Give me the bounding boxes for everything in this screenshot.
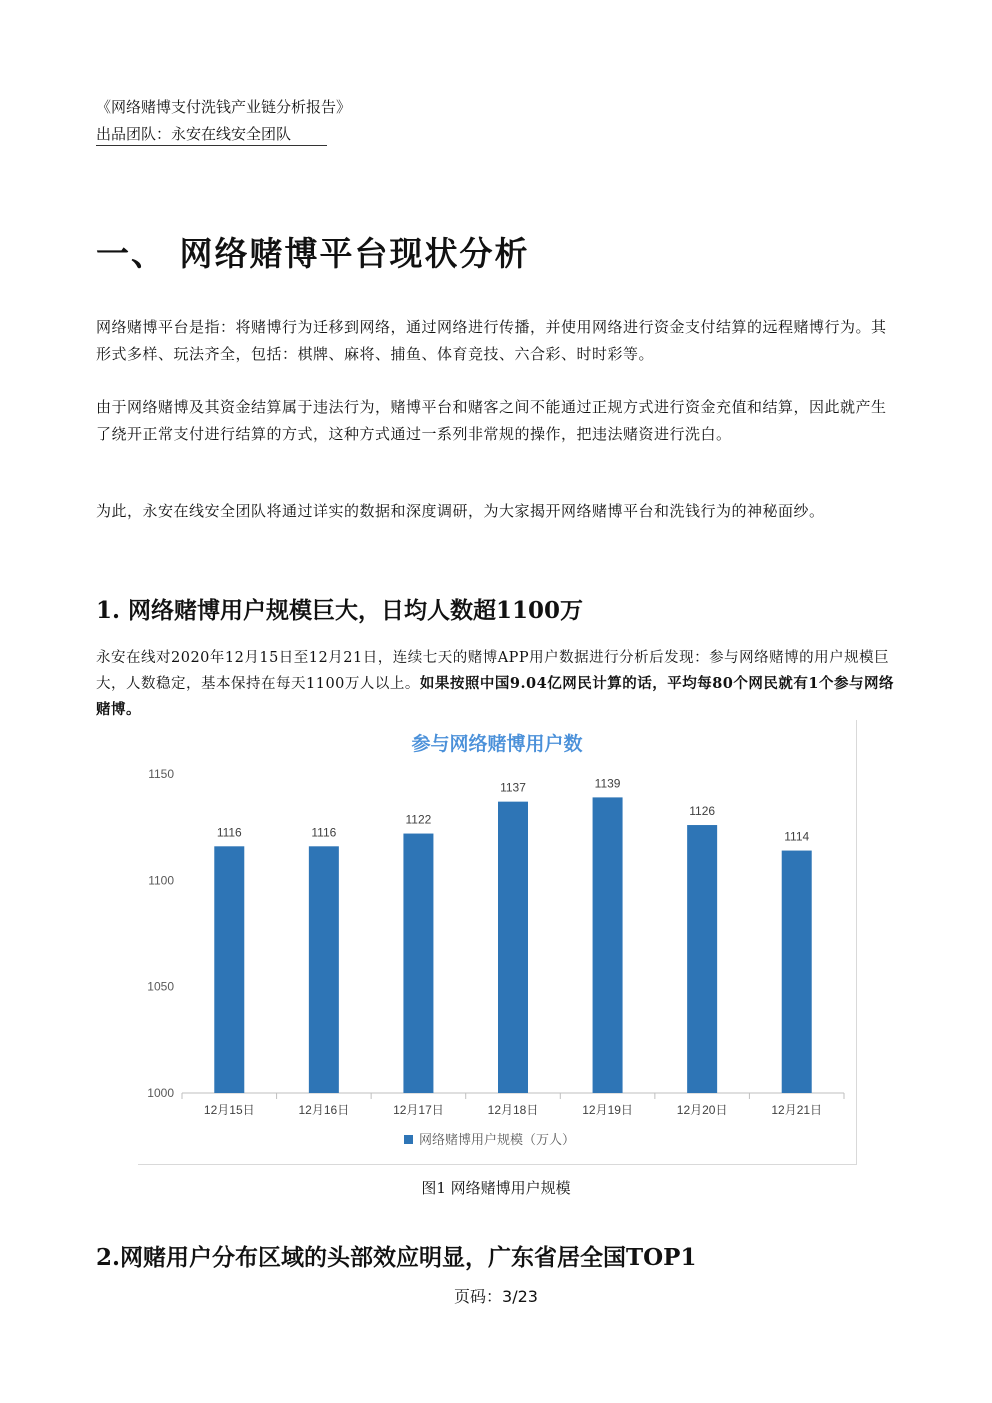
- data-label: 1126: [689, 804, 716, 819]
- subsection-title-2: 2.网赌用户分布区域的头部效应明显，广东省居全国TOP1: [96, 1244, 697, 1271]
- y-tick-label: 1150: [148, 767, 174, 781]
- legend-swatch: [404, 1135, 413, 1144]
- data-label: 1122: [405, 812, 432, 827]
- data-label: 1137: [500, 780, 526, 795]
- x-axis: [182, 1093, 844, 1117]
- bar: [782, 851, 812, 1093]
- x-tick-label: 12月21日: [771, 1103, 823, 1117]
- bars: [214, 776, 811, 1093]
- bar-chart: [138, 720, 857, 1165]
- section-title: 一、 网络赌博平台现状分析: [96, 234, 530, 273]
- subsection-title-1: 1. 网络赌博用户规模巨大，日均人数超1100万: [96, 597, 584, 624]
- y-tick-label: 1100: [148, 873, 174, 888]
- x-tick-label: 12月20日: [676, 1103, 728, 1117]
- data-label: 1116: [216, 825, 242, 840]
- paragraph-definition: 网络赌博平台是指：将赌博行为迁移到网络，通过网络进行传播，并使用网络进行资金支付结算的远程赌博行为。其形式多样、玩法齐全，包括：棋牌、麻将、捕鱼、体育竞技、六合彩、时时彩等。: [96, 318, 887, 363]
- bar: [309, 846, 339, 1093]
- x-tick-label: 12月17日: [393, 1103, 444, 1117]
- user-scale-highlight: 如果按照中国9.04亿网民计算的话，平均每80个网民就有1个参与网络赌博。: [96, 675, 894, 718]
- report-title: 《网络赌博支付洗钱产业链分析报告》: [96, 98, 352, 116]
- header-underline: [96, 145, 327, 146]
- team-credit: 出品团队：永安在线安全团队: [96, 125, 292, 143]
- y-tick-label: 1000: [147, 1086, 174, 1100]
- y-axis: [147, 767, 174, 1100]
- data-label: 1114: [784, 829, 810, 844]
- bar: [687, 825, 717, 1093]
- page-number: 页码：3/23: [454, 1287, 538, 1306]
- paragraph-user-scale: [96, 645, 896, 723]
- x-tick-label: 12月19日: [582, 1103, 633, 1117]
- x-tick-label: 12月16日: [298, 1103, 350, 1117]
- data-label: 1116: [311, 825, 337, 840]
- bar: [593, 797, 623, 1093]
- legend-label: 网络赌博用户规模（万人）: [419, 1132, 576, 1147]
- y-tick-label: 1050: [147, 979, 174, 994]
- paragraph-purpose: 为此，永安在线安全团队将通过详实的数据和深度调研，为大家揭开网络赌博平台和洗钱行为的神秘面纱。: [96, 502, 825, 520]
- user-scale-text: 永安在线对2020年12月15日至12月21日，连续七天的赌博APP用户数据进行分析后发现：参与网络赌博的用户规模巨大，人数稳定，基本保持在每天1100万人以上。: [96, 650, 890, 692]
- chart-title: 参与网络赌博用户数: [411, 734, 583, 755]
- figure-caption: 图1 网络赌博用户规模: [421, 1179, 571, 1197]
- bar: [403, 834, 433, 1093]
- data-label: 1139: [594, 776, 621, 791]
- bar: [498, 802, 528, 1093]
- x-tick-label: 12月15日: [203, 1103, 255, 1117]
- bar: [214, 846, 244, 1093]
- legend: [404, 1132, 575, 1147]
- paragraph-illegal: 由于网络赌博及其资金结算属于违法行为，赌博平台和赌客之间不能通过正规方式进行资金充值和结算，因此就产生了绕开正常支付进行结算的方式，这种方式通过一系列非常规的操作，把违法赌资进行洗白。: [96, 398, 887, 443]
- chart-canvas: [138, 720, 856, 1164]
- x-tick-label: 12月18日: [487, 1103, 539, 1117]
